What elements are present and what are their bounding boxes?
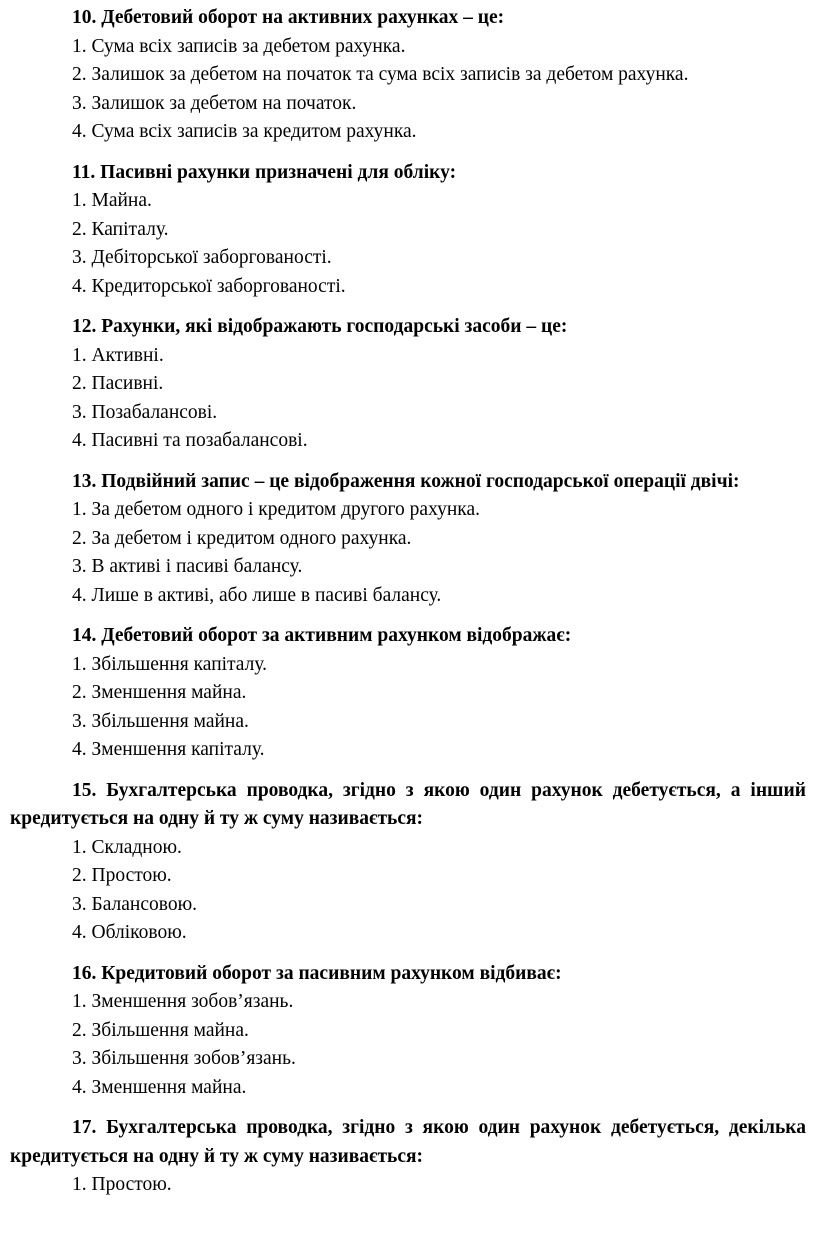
answer-option: 1. Сума всіх записів за дебетом рахунка. <box>72 35 406 57</box>
answer-option: 3. В активі і пасиві балансу. <box>72 556 303 577</box>
question-11 <box>10 159 806 302</box>
answer-option: 3. Дебіторської заборгованості. <box>72 247 332 268</box>
question-title: 14. Дебетовий оборот за активним рахунком відображає: <box>72 625 572 646</box>
question-13 <box>10 468 806 611</box>
answer-option: 2. Пасивні. <box>72 373 164 394</box>
answer-option: 1. Простою. <box>72 1174 172 1195</box>
answer-option: 1. Майна. <box>72 190 152 211</box>
answer-option: 1. Зменшення зобов’язань. <box>72 991 294 1012</box>
question-title: 11. Пасивні рахунки призначені для обліку: <box>72 161 457 183</box>
question-title: 15. Бухгалтерська проводка, згідно з якою один рахунок дебетується, а інший кредитується на одну й ту ж суму називається: <box>10 779 806 829</box>
answer-option: 2. Залишок за дебетом на початок та сума всіх записів за дебетом рахунка. <box>72 64 689 85</box>
question-title: 16. Кредитовий оборот за пасивним рахунком відбиває: <box>72 962 562 984</box>
question-title: 17. Бухгалтерська проводка, згідно з якою один рахунок дебетується, декілька кредитується на одну й ту ж суму називається: <box>10 1117 806 1167</box>
answer-option: 2. Зменшення майна. <box>72 682 247 703</box>
answer-option: 3. Збільшення майна. <box>72 710 249 732</box>
answer-option: 4. Лише в активі, або лише в пасиві балансу. <box>72 584 442 606</box>
answer-option: 2. За дебетом і кредитом одного рахунка. <box>72 527 412 549</box>
question-10 <box>10 4 806 147</box>
answer-option: 2. Простою. <box>72 865 172 886</box>
answer-option: 4. Зменшення майна. <box>72 1076 247 1098</box>
question-16 <box>10 960 806 1103</box>
answer-option: 4. Пасивні та позабалансові. <box>72 430 308 451</box>
question-title: 10. Дебетовий оборот на активних рахунках – це: <box>72 7 505 28</box>
answer-option: 3. Залишок за дебетом на початок. <box>72 92 357 114</box>
answer-option: 3. Збільшення зобов’язань. <box>72 1048 296 1069</box>
answer-option: 1. Складною. <box>72 836 182 858</box>
question-title: 12. Рахунки, які відображають господарські засоби – це: <box>72 316 568 337</box>
question-12 <box>10 313 806 456</box>
answer-option: 4. Зменшення капіталу. <box>72 739 265 760</box>
answer-option: 2. Збільшення майна. <box>72 1019 249 1041</box>
answer-option: 1. Активні. <box>72 344 164 366</box>
answer-option: 4. Кредиторської заборгованості. <box>72 275 346 297</box>
question-14 <box>10 622 806 765</box>
answer-option: 2. Капіталу. <box>72 218 169 240</box>
question-15 <box>10 777 806 948</box>
answer-option: 3. Позабалансові. <box>72 401 218 423</box>
answer-option: 4. Обліковою. <box>72 922 187 943</box>
answer-option: 3. Балансовою. <box>72 893 198 915</box>
answer-option: 4. Сума всіх записів за кредитом рахунка. <box>72 121 417 142</box>
answer-option: 1. За дебетом одного і кредитом другого рахунка. <box>72 499 480 520</box>
answer-option: 1. Збільшення капіталу. <box>72 653 268 675</box>
question-title: 13. Подвійний запис – це відображення кожної господарської операції двічі: <box>72 470 740 492</box>
question-17 <box>10 1114 806 1200</box>
